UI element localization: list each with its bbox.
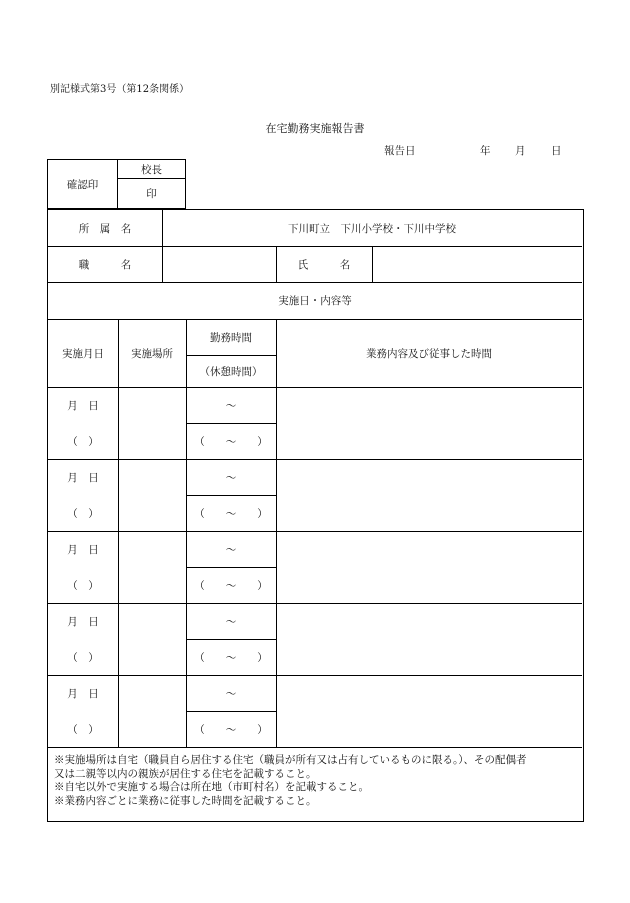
row-place-field[interactable] <box>118 387 186 459</box>
note-line: ※業務内容ごとに業務に従事した時間を記載すること。 <box>54 794 317 807</box>
row-date[interactable]: 月 日 <box>67 615 99 628</box>
row-place-field[interactable] <box>118 531 186 603</box>
report-date-day: 日 <box>551 145 562 157</box>
name-label: 氏 名 <box>297 258 351 271</box>
row-weekday[interactable]: （ ） <box>67 507 99 520</box>
row-weekday[interactable]: （ ） <box>67 435 99 448</box>
column-header-hours: 勤務時間 <box>210 331 252 344</box>
section-title: 実施日・内容等 <box>278 295 352 307</box>
row-content-field[interactable] <box>276 675 582 747</box>
row-content-field[interactable] <box>276 531 582 603</box>
report-table <box>47 209 584 822</box>
row-place-field[interactable] <box>118 675 186 747</box>
row-content-field[interactable] <box>276 459 582 531</box>
row-date[interactable]: 月 日 <box>67 399 99 412</box>
column-header-content: 業務内容及び従事した時間 <box>366 347 492 360</box>
row-break-time[interactable]: （ 〜 ） <box>194 579 268 592</box>
row-work-time[interactable]: 〜 <box>225 543 237 556</box>
row-weekday[interactable]: （ ） <box>67 651 99 664</box>
affiliation-label: 所 属 名 <box>78 222 132 235</box>
report-date-year: 年 <box>480 145 491 157</box>
row-place-field[interactable] <box>118 459 186 531</box>
form-number-label: 別記様式第3号（第12条関係） <box>50 84 190 95</box>
position-field[interactable] <box>162 246 276 282</box>
row-content-field[interactable] <box>276 387 582 459</box>
report-date-label: 報告日 <box>384 145 416 157</box>
notes-section <box>54 754 579 808</box>
note-line: 又は二親等以内の親族が居住する住宅を記載すること。 <box>54 767 317 780</box>
row-date[interactable]: 月 日 <box>67 471 99 484</box>
row-date[interactable]: 月 日 <box>67 543 99 556</box>
row-break-time[interactable]: （ 〜 ） <box>194 651 268 664</box>
row-break-time[interactable]: （ 〜 ） <box>194 723 268 736</box>
confirmation-label: 確認印 <box>48 160 118 208</box>
row-work-time[interactable]: 〜 <box>225 471 237 484</box>
row-weekday[interactable]: （ ） <box>67 579 99 592</box>
row-work-time[interactable]: 〜 <box>225 399 237 412</box>
document-title: 在宅勤務実施報告書 <box>265 122 365 135</box>
principal-label: 校長 <box>117 160 186 179</box>
name-field[interactable] <box>372 246 582 282</box>
column-header-date: 実施月日 <box>62 347 104 360</box>
note-line: ※実施場所は自宅（職員自ら居住する住宅（職員が所有又は占有しているものに限る。）、その配偶者 <box>54 754 527 766</box>
position-label: 職 名 <box>78 258 132 271</box>
row-date[interactable]: 月 日 <box>67 687 99 700</box>
column-header-place: 実施場所 <box>131 347 173 360</box>
row-work-time[interactable]: 〜 <box>225 615 237 628</box>
row-break-time[interactable]: （ 〜 ） <box>194 507 268 520</box>
report-date-month: 月 <box>515 145 526 157</box>
row-weekday[interactable]: （ ） <box>67 723 99 736</box>
row-place-field[interactable] <box>118 603 186 675</box>
column-header-break: （休憩時間） <box>199 365 263 378</box>
note-line: ※自宅以外で実施する場合は所在地（市町村名）を記載すること。 <box>54 781 369 793</box>
row-break-time[interactable]: （ 〜 ） <box>194 435 268 448</box>
confirmation-stamp-box <box>47 159 186 209</box>
affiliation-value: 下川町立 下川小学校・下川中学校 <box>288 222 456 235</box>
row-work-time[interactable]: 〜 <box>225 687 237 700</box>
stamp-field[interactable]: 印 <box>146 187 157 200</box>
row-content-field[interactable] <box>276 603 582 675</box>
